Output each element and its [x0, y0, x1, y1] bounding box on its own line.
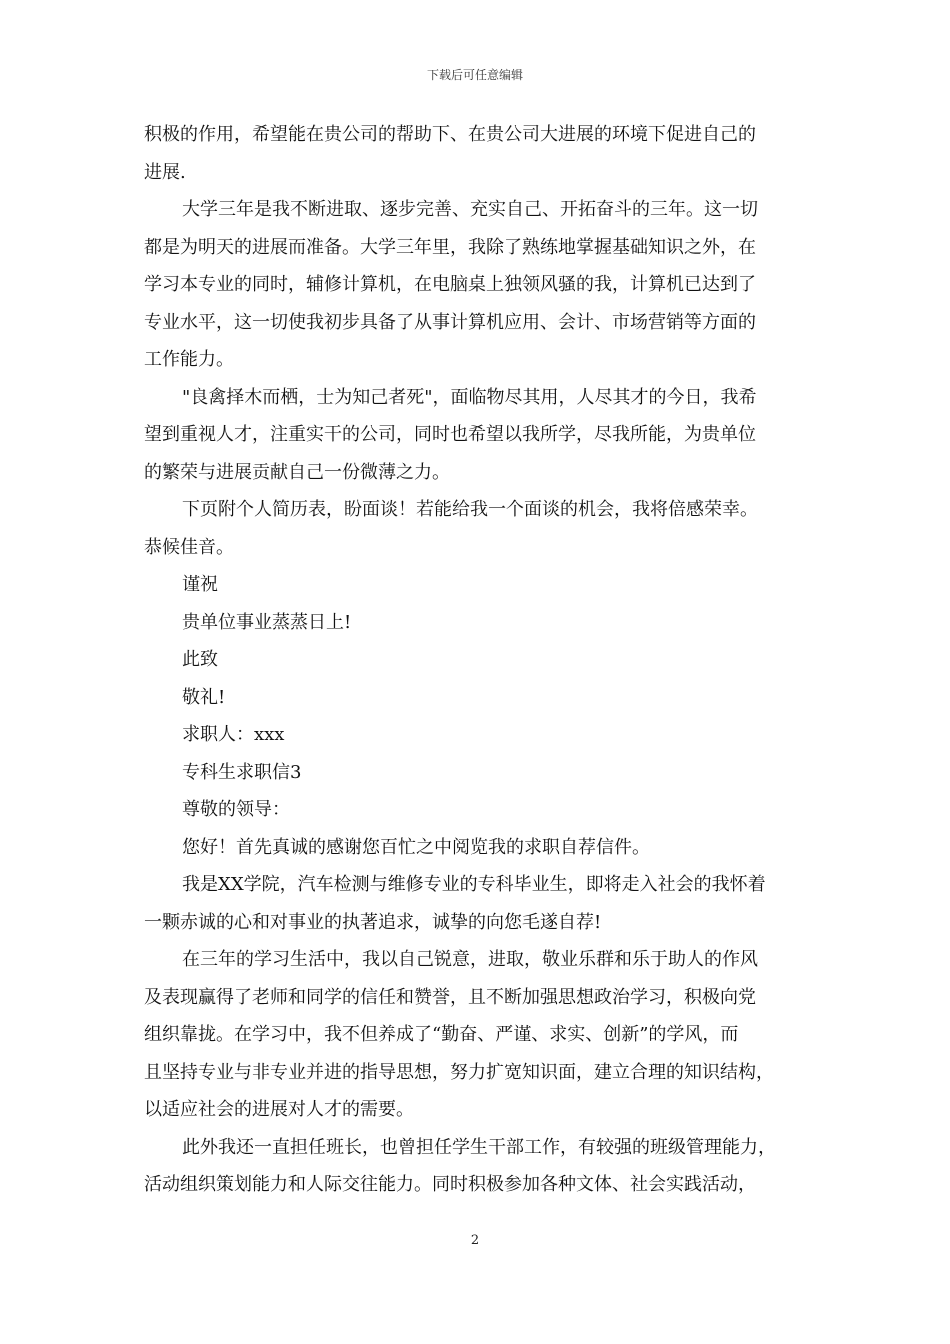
- text-line: 学习本专业的同时，辅修计算机，在电脑桌上独领风骚的我，计算机已达到了: [144, 274, 756, 295]
- text-line: 我是XX学院，汽车检测与维修专业的专科毕业生，即将走入社会的我怀着: [182, 874, 766, 895]
- text-line: 一颗赤诚的心和对事业的执著追求，诚挚的向您毛遂自荐!: [144, 911, 602, 933]
- page-number: 2: [470, 1233, 480, 1248]
- text-line: 积极的作用，希望能在贵公司的帮助下、在贵公司大进展的环境下促进自己的: [144, 124, 756, 145]
- text-line: 且坚持专业与非专业并进的指导思想，努力扩宽知识面，建立合理的知识结构，: [144, 1061, 774, 1083]
- text-line: 敬礼!: [182, 686, 226, 708]
- text-line: 以适应社会的进展对人才的需要。: [144, 1099, 414, 1120]
- text-line: 尊敬的领导：: [182, 799, 290, 820]
- text-line: 工作能力。: [144, 349, 234, 370]
- text-line: 进展.: [144, 161, 186, 183]
- text-line: 在三年的学习生活中，我以自己锐意，进取，敬业乐群和乐于助人的作风: [182, 949, 758, 970]
- text-line: 及表现赢得了老师和同学的信任和赞誉，且不断加强思想政治学习，积极向党: [144, 986, 756, 1008]
- text-line: 求职人：xxx: [182, 724, 285, 745]
- page-header: 下载后可任意编辑: [426, 68, 523, 82]
- document-body: [144, 116, 808, 1204]
- text-line: 活动组织策划能力和人际交往能力。同时积极参加各种文体、社会实践活动，: [144, 1174, 756, 1195]
- text-line: 您好！首先真诚的感谢您百忙之中阅览我的求职自荐信件。: [182, 836, 650, 858]
- text-line: "良禽择木而栖，士为知己者死"，面临物尽其用，人尽其才的今日，我希: [182, 386, 757, 408]
- text-lines: [144, 116, 808, 1204]
- text-line: 此外我还一直担任班长，也曾担任学生干部工作，有较强的班级管理能力，: [182, 1136, 776, 1158]
- text-line: 望到重视人才，注重实干的公司，同时也希望以我所学，尽我所能，为贵单位: [144, 424, 756, 445]
- text-line: 谨祝: [182, 574, 218, 595]
- text-line: 下页附个人简历表，盼面谈！若能给我一个面谈的机会，我将倍感荣幸。: [182, 499, 758, 520]
- text-line: 专科生求职信3: [182, 761, 302, 783]
- text-line: 组织靠拢。在学习中，我不但养成了“勤奋、严谨、求实、创新”的学风，而: [144, 1024, 739, 1045]
- text-line: 此致: [182, 649, 218, 670]
- text-line: 的繁荣与进展贡献自己一份微薄之力。: [144, 461, 450, 483]
- text-line: 大学三年是我不断进取、逐步完善、充实自己、开拓奋斗的三年。这一切: [182, 199, 758, 220]
- text-line: 专业水平，这一切使我初步具备了从事计算机应用、会计、市场营销等方面的: [144, 311, 756, 333]
- text-line: 都是为明天的进展而准备。大学三年里，我除了熟练地掌握基础知识之外，在: [144, 236, 756, 258]
- text-line: 恭候佳音。: [144, 536, 234, 558]
- text-line: 贵单位事业蒸蒸日上!: [182, 611, 352, 633]
